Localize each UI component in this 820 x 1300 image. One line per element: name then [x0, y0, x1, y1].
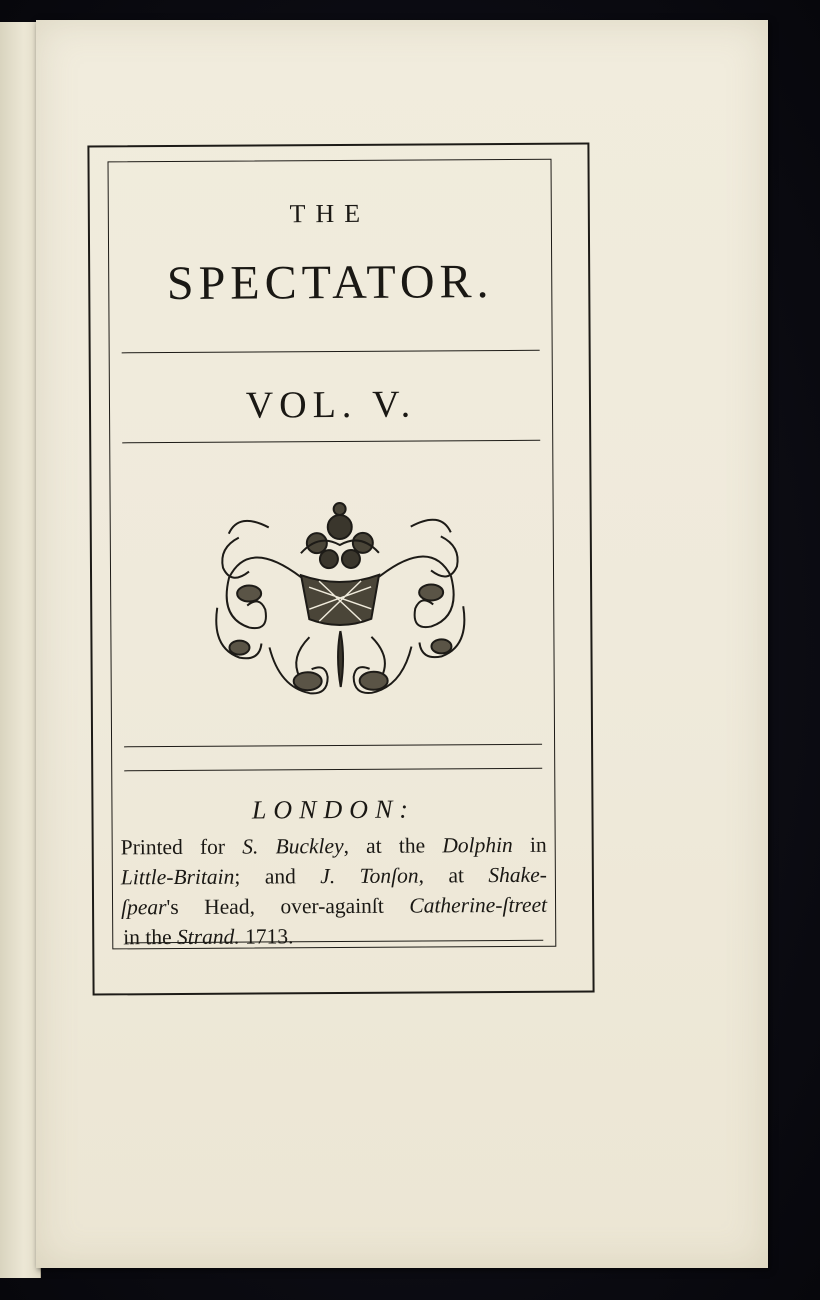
volume-rule: [122, 440, 540, 444]
inner-border-frame: [108, 159, 557, 950]
facing-page-edge: [0, 22, 41, 1278]
title-page: [36, 20, 768, 1268]
imprint-block: [120, 794, 547, 953]
imprint-line-1: Printed for S. Buckley, at the Dolphin in: [120, 832, 547, 860]
imprint-city: LONDON:: [251, 794, 416, 825]
ornament-rule-upper: [124, 744, 542, 748]
imprint-line-3: ſpear's Head, over-againſt Catherine-ſtreet: [120, 892, 548, 920]
volume-label: VOL. V.: [245, 383, 417, 427]
imprint-line-2: Little-Britain; and J. Tonſon, at Shake-: [120, 862, 547, 890]
book-title: SPECTATOR.: [166, 255, 494, 311]
title-article: THE: [289, 198, 371, 229]
title-rule: [122, 350, 540, 354]
imprint-line-4: in the Strand. 1713.: [123, 924, 294, 950]
outer-border-frame: [87, 142, 594, 995]
basket-of-flowers-ornament-icon: [209, 496, 472, 704]
ornament-rule-lower: [124, 768, 542, 772]
